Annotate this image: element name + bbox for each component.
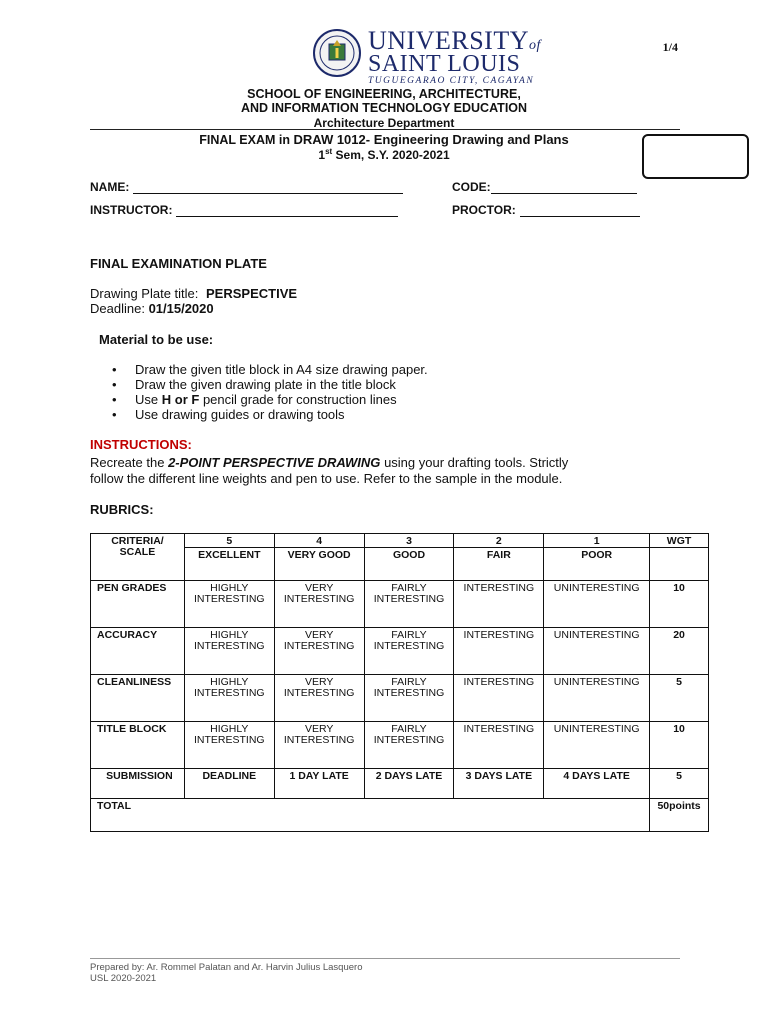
table-cell: VERY INTERESTING <box>274 722 364 769</box>
level-header: FAIR <box>454 548 544 581</box>
name-field[interactable] <box>90 180 403 194</box>
table-cell: FAIRLY INTERESTING <box>364 722 454 769</box>
material-item: • Draw the given drawing plate in the title block <box>90 377 650 392</box>
table-cell: FAIRLY INTERESTING <box>364 581 454 628</box>
sem-num: 1 <box>318 148 326 162</box>
logo-line2: SAINT LOUIS <box>368 51 521 77</box>
table-cell: 3 DAYS LATE <box>454 769 544 799</box>
score-header: 5 <box>184 534 274 548</box>
table-cell: INTERESTING <box>454 581 544 628</box>
sem-sup: st <box>325 147 333 156</box>
instr-bold: 2-POINT PERSPECTIVE DRAWING <box>168 455 381 470</box>
exam-prefix: FINAL EXAM in <box>199 133 291 147</box>
material-heading: Material to be use: <box>99 332 214 347</box>
university-wordmark <box>368 28 541 87</box>
table-row <box>91 675 709 722</box>
code-box[interactable] <box>642 134 749 179</box>
deadline <box>90 301 214 316</box>
wgt-cell: 5 <box>650 769 709 799</box>
name-line[interactable] <box>133 182 403 194</box>
table-cell: HIGHLY INTERESTING <box>184 675 274 722</box>
plate-heading: FINAL EXAMINATION PLATE <box>90 256 267 271</box>
table-cell: INTERESTING <box>454 722 544 769</box>
table-cell: HIGHLY INTERESTING <box>184 722 274 769</box>
criteria-cell: ACCURACY <box>91 628 185 675</box>
plate-title-value: PERSPECTIVE <box>206 286 298 301</box>
table-cell: INTERESTING <box>454 628 544 675</box>
instr-line2: follow the different line weights and pen to use. Refer to the sample in the module. <box>90 471 563 486</box>
material-list <box>90 362 650 422</box>
wgt-cell: 20 <box>650 628 709 675</box>
table-cell: UNINTERESTING <box>544 628 650 675</box>
score-header: 2 <box>454 534 544 548</box>
table-cell: UNINTERESTING <box>544 581 650 628</box>
table-cell: FAIRLY INTERESTING <box>364 675 454 722</box>
footer-line2: USL 2020-2021 <box>90 973 157 984</box>
footer-divider <box>90 958 680 959</box>
wgt-cell: 5 <box>650 675 709 722</box>
plate-title-label: Drawing Plate title: <box>90 286 199 301</box>
table-cell: UNINTERESTING <box>544 722 650 769</box>
logo-line1: UNIVERSITY <box>368 26 529 55</box>
level-header: GOOD <box>364 548 454 581</box>
university-logo <box>312 26 544 86</box>
total-label: TOTAL <box>91 799 650 832</box>
total-row <box>91 799 709 832</box>
level-header: EXCELLENT <box>184 548 274 581</box>
table-cell: HIGHLY INTERESTING <box>184 581 274 628</box>
code-field[interactable] <box>452 180 637 194</box>
deadline-value: 01/15/2020 <box>148 301 214 316</box>
wgt-spacer <box>650 548 709 581</box>
instructions-heading: INSTRUCTIONS: <box>90 437 192 452</box>
material-item3-bold: H or F <box>161 392 200 407</box>
page-number: 1/4 <box>662 40 678 54</box>
rubrics-heading: RUBRICS: <box>90 502 154 517</box>
level-header: POOR <box>544 548 650 581</box>
instructor-line[interactable] <box>176 205 398 217</box>
code-label: CODE: <box>452 180 491 194</box>
level-header: VERY GOOD <box>274 548 364 581</box>
criteria-header: CRITERIA/ SCALE <box>91 534 185 581</box>
criteria-cell: CLEANLINESS <box>91 675 185 722</box>
sem-rest: Sem, S.Y. 2020-2021 <box>335 148 450 162</box>
proctor-label: PROCTOR: <box>452 203 516 217</box>
wgt-header: WGT <box>650 534 709 548</box>
table-cell: 1 DAY LATE <box>274 769 364 799</box>
wgt-cell: 10 <box>650 581 709 628</box>
table-cell: DEADLINE <box>184 769 274 799</box>
material-item <box>90 392 650 407</box>
deadline-label: Deadline: <box>90 301 145 316</box>
table-cell: 4 DAYS LATE <box>544 769 650 799</box>
table-cell: INTERESTING <box>454 675 544 722</box>
rubric-table <box>90 533 709 832</box>
table-cell: UNINTERESTING <box>544 675 650 722</box>
name-label: NAME: <box>90 180 130 194</box>
school-line2: AND INFORMATION TECHNOLOGY EDUCATION <box>240 101 528 115</box>
exam-course: DRAW 1012- Engineering Drawing and Plans <box>293 132 569 147</box>
criteria-cell: PEN GRADES <box>91 581 185 628</box>
table-cell: VERY INTERESTING <box>274 628 364 675</box>
instr-suffix: using your drafting tools. Strictly <box>384 455 569 470</box>
footer <box>90 962 362 984</box>
table-header-row <box>91 534 709 548</box>
logo-of: of <box>529 38 541 53</box>
instructions-body <box>90 455 690 487</box>
instructor-label: INSTRUCTOR: <box>90 203 173 217</box>
instructor-field[interactable] <box>90 203 398 217</box>
university-seal-icon <box>312 26 362 80</box>
table-cell: FAIRLY INTERESTING <box>364 628 454 675</box>
header-divider <box>90 129 680 130</box>
footer-line1: Prepared by: Ar. Rommel Palatan and Ar. Harvin Julius Lasquero <box>90 962 363 973</box>
proctor-line[interactable] <box>520 205 640 217</box>
wgt-cell: 10 <box>650 722 709 769</box>
score-header: 4 <box>274 534 364 548</box>
table-cell: VERY INTERESTING <box>274 675 364 722</box>
criteria-cell: SUBMISSION <box>91 769 185 799</box>
table-row <box>91 722 709 769</box>
table-cell: 2 DAYS LATE <box>364 769 454 799</box>
material-item3-prefix: Use <box>135 392 159 407</box>
school-line1: SCHOOL OF ENGINEERING, ARCHITECTURE, <box>247 87 521 101</box>
material-item3-text: pencil grade for construction lines <box>202 392 397 407</box>
code-line[interactable] <box>491 182 637 194</box>
school-name <box>0 87 768 115</box>
logo-line3: TUGUEGARAO CITY, CAGAYAN <box>368 76 535 86</box>
table-cell: HIGHLY INTERESTING <box>184 628 274 675</box>
table-row <box>91 628 709 675</box>
total-value: 50points <box>650 799 709 832</box>
table-row <box>91 581 709 628</box>
table-row <box>91 769 709 799</box>
material-item: • Draw the given title block in A4 size drawing paper. <box>90 362 650 377</box>
score-header: 1 <box>544 534 650 548</box>
score-header: 3 <box>364 534 454 548</box>
proctor-field[interactable] <box>452 203 640 217</box>
criteria-cell: TITLE BLOCK <box>91 722 185 769</box>
department: Architecture Department <box>313 116 455 130</box>
plate-title <box>90 286 297 301</box>
table-cell: VERY INTERESTING <box>274 581 364 628</box>
instr-prefix: Recreate the <box>90 455 165 470</box>
material-item: • Use drawing guides or drawing tools <box>90 407 650 422</box>
